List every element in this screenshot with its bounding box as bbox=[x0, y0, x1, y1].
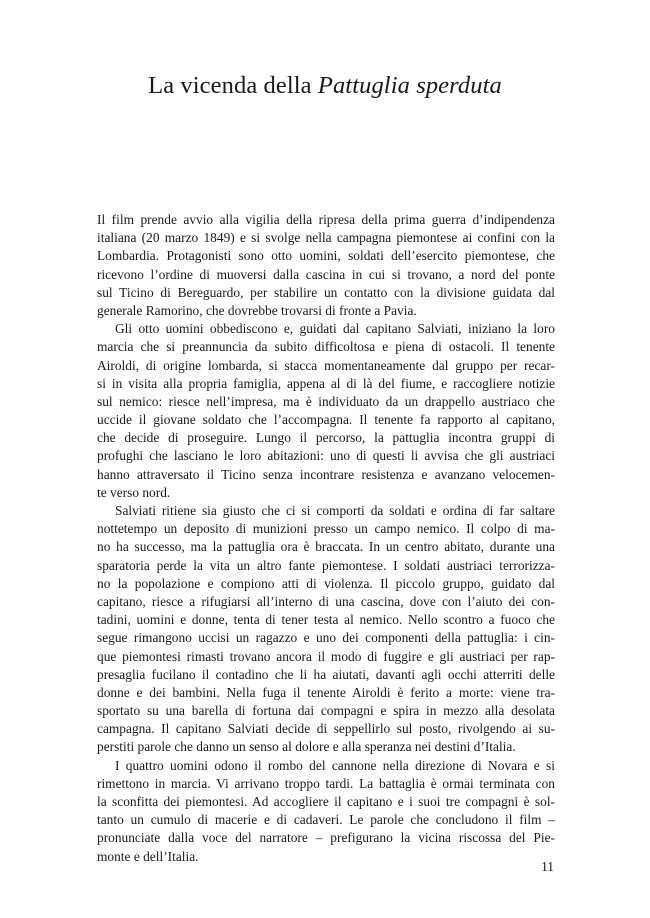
text-line: sul nemico: riesce nell’impresa, ma è individuato da un drappello austriaco che bbox=[97, 393, 555, 409]
text-line: campagna. Il capitano Salviati decide di seppellirlo sul posto, rivolgendo ai su- bbox=[97, 721, 555, 737]
text-line: sparatoria perde la vita un altro fante piemontese. I soldati austriaci terrorizza- bbox=[97, 557, 555, 573]
text-line: presaglia fucilano il contadino che li ha aiutati, davanti agli occhi atterriti delle bbox=[97, 666, 555, 682]
text-line: sportato su una barella di fortuna dai compagni e spira in mezzo alla desolata bbox=[97, 703, 555, 719]
text-line: monte e dell’Italia. bbox=[97, 848, 199, 864]
text-line: Lombardia. Protagonisti sono otto uomini, soldati dell’esercito piemontese, che bbox=[97, 248, 555, 264]
title-italic: Pattuglia sperduta bbox=[317, 72, 502, 99]
text-line: tadini, uomini e donne, tenta di tener testa al nemico. Nello scontro a fuoco che bbox=[97, 612, 555, 628]
paragraph-2 bbox=[97, 320, 555, 502]
text-line: perstiti parole che danno un senso al dolore e alla speranza nei destini d’Italia. bbox=[97, 739, 516, 755]
text-line: che decide di proseguire. Lungo il percorso, la pattuglia incontra gruppi di bbox=[97, 430, 555, 446]
text-line: uccide il giovane soldato che l’accompagna. Il tenente fa rapporto al capitano, bbox=[97, 412, 555, 428]
text-line: donne e dei bambini. Nella fuga il tenente Airoldi è ferito a morte: viene tra- bbox=[97, 684, 555, 700]
text-line: italiana (20 marzo 1849) e si svolge nella campagna piemontese ai confini con la bbox=[97, 230, 555, 246]
text-line: no la popolazione e compiono atti di violenza. Il piccolo gruppo, guidato dal bbox=[97, 575, 555, 591]
text-line: Gli otto uomini obbediscono e, guidati dal capitano Salviati, iniziano la loro bbox=[115, 321, 555, 337]
text-line: marcia che si preannuncia da subito difficoltosa e piena di ostacoli. Il tenente bbox=[97, 339, 555, 355]
text-line: no ha successo, ma la pattuglia ora è braccata. In un centro abitato, durante una bbox=[97, 539, 555, 555]
text-line: hanno attraversato il Ticino senza incontrare resistenza e avanzano velocemen- bbox=[97, 466, 555, 482]
paragraph-4 bbox=[97, 757, 555, 866]
text-line: nottetempo un deposito di munizioni presso un campo nemico. Il colpo di ma- bbox=[97, 521, 555, 537]
text-line: ricevono l’ordine di muoversi dalla cascina in cui si trovano, a nord del ponte bbox=[97, 266, 555, 282]
paragraph-1 bbox=[97, 211, 555, 320]
text-line: que piemontesi rimasti trovano ancora il modo di fuggire e gli austriaci per rap- bbox=[97, 648, 555, 664]
text-line: pronunciate dalla voce del narratore – prefigurano la vicina riscossa del Pie- bbox=[97, 830, 555, 846]
paragraph-3 bbox=[97, 502, 555, 757]
text-line: Salviati ritiene sia giusto che ci si comporti da soldati e ordina di far saltare bbox=[115, 503, 555, 518]
page-number: 11 bbox=[541, 859, 554, 874]
text-line: generale Ramorino, che dovrebbe trovarsi di fronte a Pavia. bbox=[97, 302, 417, 318]
text-line: segue rimangono uccisi un ragazzo e uno dei componenti della pattuglia: i cin- bbox=[97, 630, 555, 646]
text-line: si in visita alla propria famiglia, appena al di là del fiume, e raccogliere notizie bbox=[97, 375, 555, 391]
text-line: sul Ticino di Bereguardo, per stabilire un contatto con la divisione guidata dal bbox=[97, 284, 555, 300]
text-line: la sconfitta dei piemontesi. Ad accogliere il capitano e i suoi tre compagni è sol- bbox=[97, 794, 555, 809]
body-text bbox=[97, 211, 555, 866]
text-line: profughi che lasciano le loro abitazioni: uno di questi li avvisa che gli austriaci bbox=[97, 448, 555, 464]
page-title bbox=[0, 72, 650, 100]
text-line: te verso nord. bbox=[97, 484, 171, 500]
text-line: rimettono in marcia. Vi arrivano troppo tardi. La battaglia è ormai terminata con bbox=[97, 775, 555, 791]
title-prefix: La vicenda della bbox=[148, 72, 318, 99]
text-line: capitano, riesce a rifugiarsi all’interno di una cascina, dove con l’aiuto dei con- bbox=[97, 593, 555, 609]
text-line: tanto un cumulo di macerie e di cadaveri. Le parole che concludono il film – bbox=[97, 812, 555, 828]
text-line: I quattro uomini odono il rombo del cannone nella direzione di Novara e si bbox=[115, 757, 555, 773]
text-line: Il film prende avvio alla vigilia della ripresa della prima guerra d’indipendenza bbox=[97, 212, 555, 227]
text-line: Airoldi, di origine lombarda, si stacca momentaneamente dal gruppo per recar- bbox=[97, 357, 555, 373]
